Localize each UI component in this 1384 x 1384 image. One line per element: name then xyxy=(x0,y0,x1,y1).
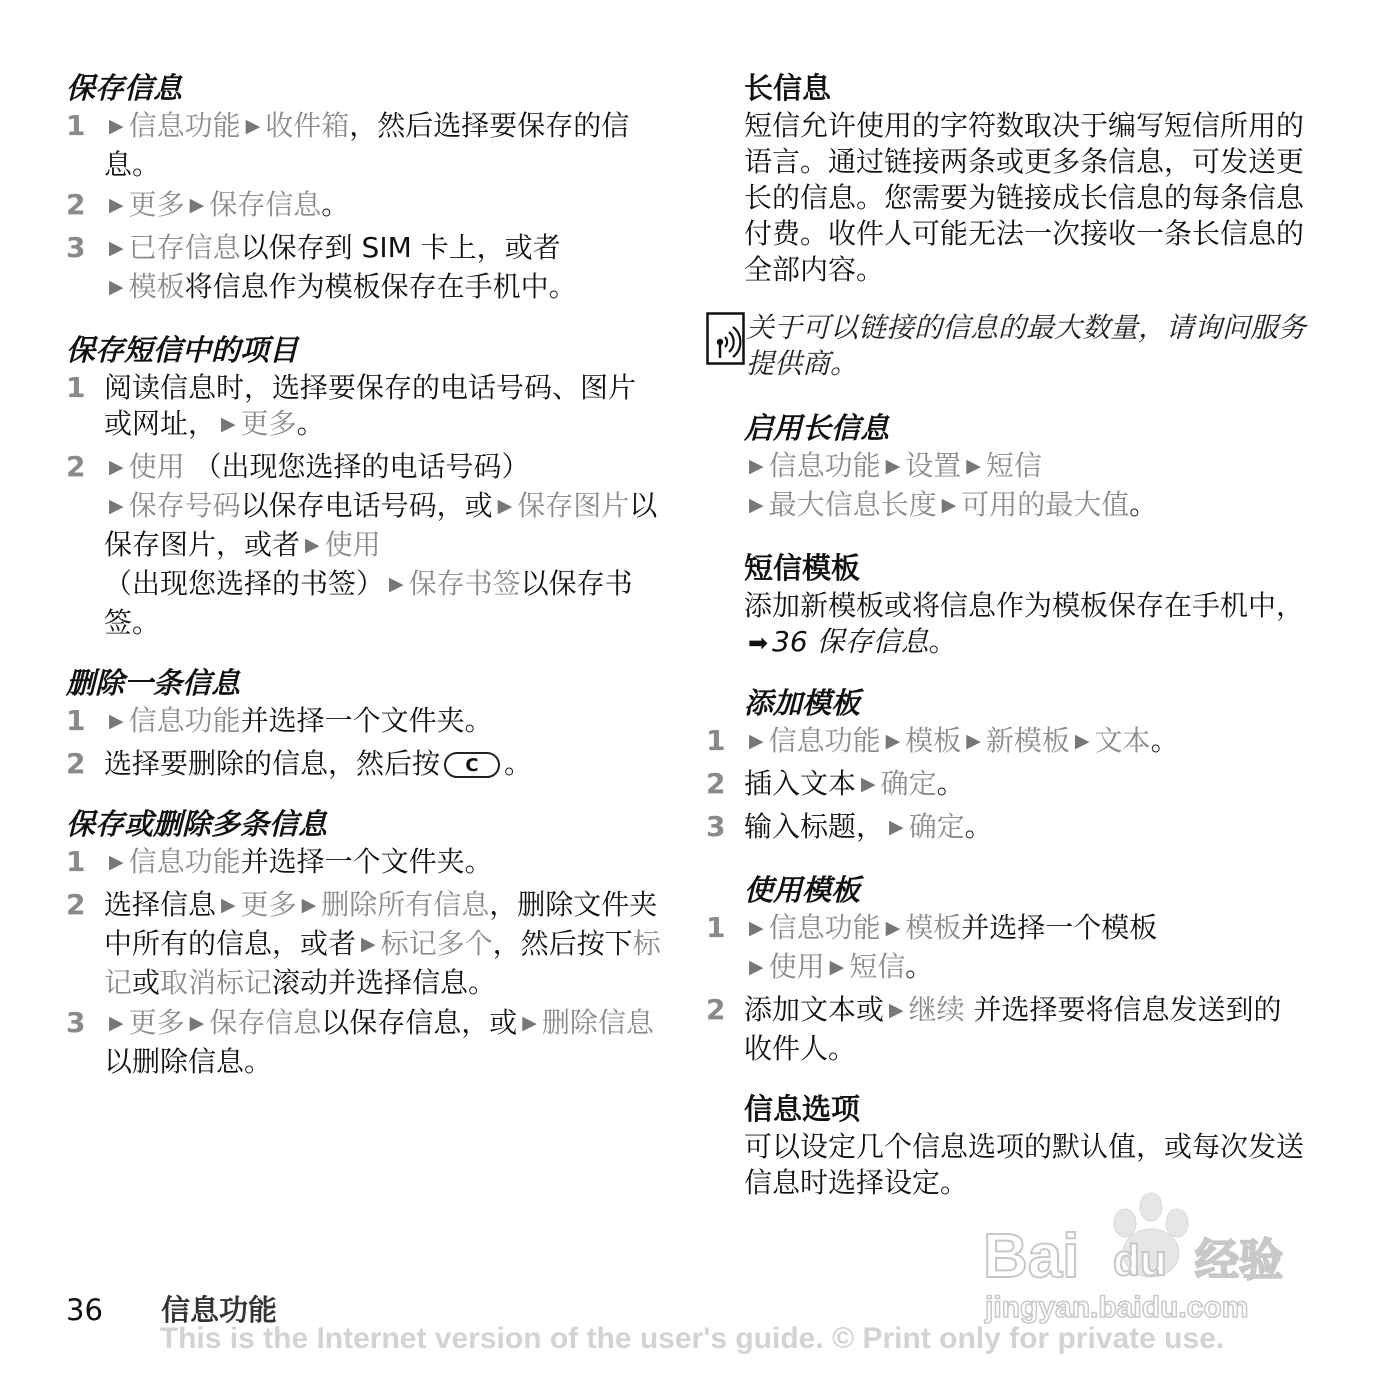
step-item xyxy=(66,703,662,742)
disclaimer-text: This is the Internet version of the user's guide. © Print only for private use. xyxy=(159,1322,1225,1355)
menu-item: 更多 xyxy=(240,407,297,440)
section-save-items xyxy=(66,330,662,641)
step-text: 。 xyxy=(321,188,350,221)
menu-arrow-icon: ▶ xyxy=(109,115,124,137)
step-text: 以保存图片，或者 xyxy=(104,489,658,561)
menu-arrow-icon: ▶ xyxy=(829,956,845,978)
section-multi-messages xyxy=(66,804,662,1080)
menu-item: 信息功能 xyxy=(128,845,241,878)
paragraph xyxy=(706,588,1306,661)
menu-arrow-icon: ▶ xyxy=(749,917,764,939)
menu-item: 信息功能 xyxy=(768,449,881,482)
right-column xyxy=(706,68,1306,1223)
svg-text:Bai: Bai xyxy=(983,1222,1080,1291)
step-text: 并选择一个文件夹。 xyxy=(240,704,493,737)
step-text: 选择要删除的信息，然后按 xyxy=(104,747,441,780)
menu-arrow-icon: ▶ xyxy=(966,455,981,477)
network-service-icon xyxy=(706,312,746,366)
step-text: 阅读信息时，选择要保存的电话号码、图片或网址， xyxy=(104,371,637,440)
paragraph-text: 添加新模板或将信息作为模板保存在手机中， xyxy=(744,589,1305,622)
menu-item: 更多 xyxy=(128,1006,185,1039)
menu-item: 设置 xyxy=(905,449,962,482)
menu-arrow-icon: ▶ xyxy=(109,1012,124,1034)
step-text: ，然后选择要保存的信息。 xyxy=(104,109,630,181)
section-heading: 短信模板 xyxy=(744,551,861,585)
step-text: 。 xyxy=(1150,724,1179,757)
menu-item: 更多 xyxy=(240,888,297,921)
step-number: 2 xyxy=(706,993,726,1026)
step-text: 并选择要将信息发送到的收件人。 xyxy=(744,993,1282,1065)
c-key-icon: C xyxy=(444,752,500,778)
menu-arrow-icon: ▶ xyxy=(749,455,764,477)
chapter-title: 信息功能 xyxy=(161,1293,278,1327)
section-heading: 保存短信中的项目 xyxy=(66,333,299,367)
menu-arrow-icon: ▶ xyxy=(189,1012,205,1034)
menu-arrow-icon: ▶ xyxy=(885,917,901,939)
menu-item: 新模板 xyxy=(985,724,1070,757)
paragraph xyxy=(706,448,1306,526)
step-item xyxy=(66,370,662,445)
menu-item: 信息功能 xyxy=(768,724,881,757)
menu-item: 信息功能 xyxy=(128,704,241,737)
step-text: 并选择一个模板 xyxy=(961,911,1158,944)
menu-arrow-icon: ▶ xyxy=(109,495,124,517)
step-text: 。 xyxy=(936,767,965,800)
menu-item: 确定 xyxy=(908,810,965,843)
step-item xyxy=(706,992,1306,1067)
menu-item: 可用的最大值 xyxy=(961,488,1130,521)
step-item xyxy=(66,844,662,883)
menu-arrow-icon: ▶ xyxy=(1074,730,1090,752)
menu-arrow-icon: ▶ xyxy=(522,1012,537,1034)
menu-item: 保存信息 xyxy=(209,1006,322,1039)
section-delete-message xyxy=(66,663,662,782)
menu-item: 模板 xyxy=(905,911,962,944)
menu-arrow-icon: ▶ xyxy=(305,534,320,556)
section-heading: 保存信息 xyxy=(66,71,183,105)
step-item xyxy=(66,230,662,308)
menu-item: 保存书签 xyxy=(408,567,521,600)
section-heading: 添加模板 xyxy=(744,686,861,720)
note xyxy=(706,310,1306,382)
menu-arrow-icon: ▶ xyxy=(966,730,981,752)
step-text: 以保存电话号码，或 xyxy=(240,489,493,522)
menu-item: 信息功能 xyxy=(128,109,241,142)
menu-item: 模板 xyxy=(905,724,962,757)
step-number: 2 xyxy=(66,888,86,921)
menu-item: 标记 xyxy=(104,927,661,999)
step-text: 并选择一个文件夹。 xyxy=(240,845,493,878)
section-heading: 长信息 xyxy=(744,71,832,105)
step-item xyxy=(66,449,662,641)
step-number: 1 xyxy=(66,704,86,737)
step-text: ，删除文件夹中所有的信息，或者 xyxy=(104,888,658,960)
menu-item: 短信 xyxy=(849,950,906,983)
section-heading: 保存或删除多条信息 xyxy=(66,807,328,841)
section-templates xyxy=(706,548,1306,661)
step-text: 将信息作为模板保存在手机中。 xyxy=(184,270,577,303)
step-item xyxy=(706,723,1306,762)
step-text: 插入文本 xyxy=(744,767,857,800)
step-text: 。 xyxy=(1129,488,1158,521)
menu-item: 使用 xyxy=(768,950,825,983)
step-text: 以保存信息，或 xyxy=(321,1006,518,1039)
step-item xyxy=(66,1005,662,1080)
menu-arrow-icon: ▶ xyxy=(109,710,124,732)
section-add-template xyxy=(706,683,1306,848)
menu-arrow-icon: ▶ xyxy=(361,933,376,955)
menu-item: 最大信息长度 xyxy=(768,488,937,521)
step-item xyxy=(66,187,662,226)
menu-arrow-icon: ▶ xyxy=(221,894,236,916)
step-text: 输入标题， xyxy=(744,810,885,843)
section-save-message xyxy=(66,68,662,308)
menu-arrow-icon: ▶ xyxy=(109,456,124,478)
menu-arrow-icon: ▶ xyxy=(109,851,124,873)
menu-item: 保存号码 xyxy=(128,489,241,522)
menu-arrow-icon: ▶ xyxy=(245,115,261,137)
menu-arrow-icon: ▶ xyxy=(301,894,317,916)
paragraph-text: 。 xyxy=(928,625,957,658)
menu-item: 模板 xyxy=(128,270,185,303)
menu-arrow-icon: ▶ xyxy=(749,730,764,752)
section-heading: 启用长信息 xyxy=(744,411,890,445)
step-text: 以保存到 SIM 卡上，或者 xyxy=(240,231,561,264)
step-item xyxy=(66,887,662,1001)
step-text: （出现您选择的电话号码） xyxy=(184,450,530,483)
menu-item: 信息功能 xyxy=(768,911,881,944)
menu-item: 确定 xyxy=(880,767,937,800)
section-heading: 信息选项 xyxy=(744,1092,861,1126)
menu-item: 删除信息 xyxy=(541,1006,654,1039)
paragraph: 短信允许使用的字符数取决于编写短信所用的语言。通过链接两条或更多条信息，可发送更长的信息。您需要为链接成长信息的每条信息付费。收件人可能无法一次接收一条长信息的全部内容。 xyxy=(744,109,1305,286)
menu-arrow-icon: ▶ xyxy=(941,494,957,516)
step-item xyxy=(706,910,1306,988)
menu-arrow-icon: ▶ xyxy=(885,730,901,752)
step-text: 选择信息 xyxy=(104,888,217,921)
menu-arrow-icon: ▶ xyxy=(497,495,513,517)
menu-item: 取消标记 xyxy=(160,966,273,999)
step-number: 1 xyxy=(706,911,726,944)
step-number: 2 xyxy=(66,747,86,780)
step-text: 添加文本或 xyxy=(744,993,885,1026)
menu-item: 收件箱 xyxy=(265,109,350,142)
menu-item: 使用 xyxy=(324,528,381,561)
menu-item: 文本 xyxy=(1094,724,1151,757)
menu-arrow-icon: ▶ xyxy=(889,999,904,1021)
step-number: 3 xyxy=(706,810,726,843)
step-number: 2 xyxy=(66,450,86,483)
step-text: 或 xyxy=(132,966,161,999)
step-text: 滚动并选择信息。 xyxy=(272,966,497,999)
step-item xyxy=(706,809,1306,848)
step-number: 1 xyxy=(66,109,86,142)
menu-item: 短信 xyxy=(985,449,1042,482)
step-item xyxy=(706,766,1306,805)
menu-arrow-icon: ▶ xyxy=(861,773,876,795)
paragraph: 可以设定几个信息选项的默认值，或每次发送信息时选择设定。 xyxy=(744,1130,1305,1199)
menu-arrow-icon: ▶ xyxy=(109,237,124,259)
svg-text:jingyan.baidu.com: jingyan.baidu.com xyxy=(985,1291,1249,1324)
section-heading: 使用模板 xyxy=(744,873,861,907)
step-item xyxy=(66,746,662,782)
step-number: 3 xyxy=(66,1006,86,1039)
step-text: （出现您选择的书签） xyxy=(104,567,385,600)
step-number: 2 xyxy=(706,767,726,800)
section-heading: 删除一条信息 xyxy=(66,666,241,700)
step-text: ，然后按下 xyxy=(492,927,633,960)
step-number: 3 xyxy=(66,231,86,264)
menu-item: 使用 xyxy=(128,450,185,483)
step-number: 1 xyxy=(66,371,86,404)
menu-item: 保存图片 xyxy=(517,489,630,522)
baidu-jingyan-watermark-logo xyxy=(975,1185,1305,1325)
menu-arrow-icon: ▶ xyxy=(749,956,764,978)
svg-text:du: du xyxy=(1113,1236,1167,1285)
menu-item: 已存信息 xyxy=(128,231,241,264)
section-enable-long xyxy=(706,408,1306,526)
menu-item: 更多 xyxy=(128,188,185,221)
step-number: 1 xyxy=(706,724,726,757)
menu-arrow-icon: ▶ xyxy=(189,194,205,216)
step-number: 1 xyxy=(66,845,86,878)
step-text: 以删除信息。 xyxy=(104,1045,273,1078)
step-text: 。 xyxy=(905,950,934,983)
menu-arrow-icon: ▶ xyxy=(885,455,901,477)
menu-arrow-icon: ▶ xyxy=(109,194,124,216)
reference-arrow-icon: ➡ xyxy=(748,629,769,657)
menu-arrow-icon: ▶ xyxy=(889,816,904,838)
step-item xyxy=(66,108,662,183)
step-text: 。 xyxy=(964,810,993,843)
step-text: 。 xyxy=(504,747,533,780)
left-column xyxy=(66,68,662,1102)
menu-item: 标记多个 xyxy=(380,927,493,960)
page-reference: 36 保存信息 xyxy=(772,625,929,658)
menu-arrow-icon: ▶ xyxy=(749,494,764,516)
note-text: 关于可以链接的信息的最大数量，请询问服务提供商。 xyxy=(746,311,1307,380)
menu-item: 删除所有信息 xyxy=(321,888,490,921)
menu-arrow-icon: ▶ xyxy=(109,276,124,298)
menu-item: 保存信息 xyxy=(209,188,322,221)
svg-text:经验: 经验 xyxy=(1195,1235,1283,1286)
section-use-template xyxy=(706,870,1306,1067)
menu-arrow-icon: ▶ xyxy=(389,573,404,595)
step-text: 。 xyxy=(296,407,325,440)
section-long-messages xyxy=(706,68,1306,288)
menu-item: 继续 xyxy=(908,993,965,1026)
step-number: 2 xyxy=(66,188,86,221)
menu-arrow-icon: ▶ xyxy=(221,413,236,435)
page-number: 36 xyxy=(66,1293,103,1327)
step-text: 以保存书签。 xyxy=(104,567,633,639)
